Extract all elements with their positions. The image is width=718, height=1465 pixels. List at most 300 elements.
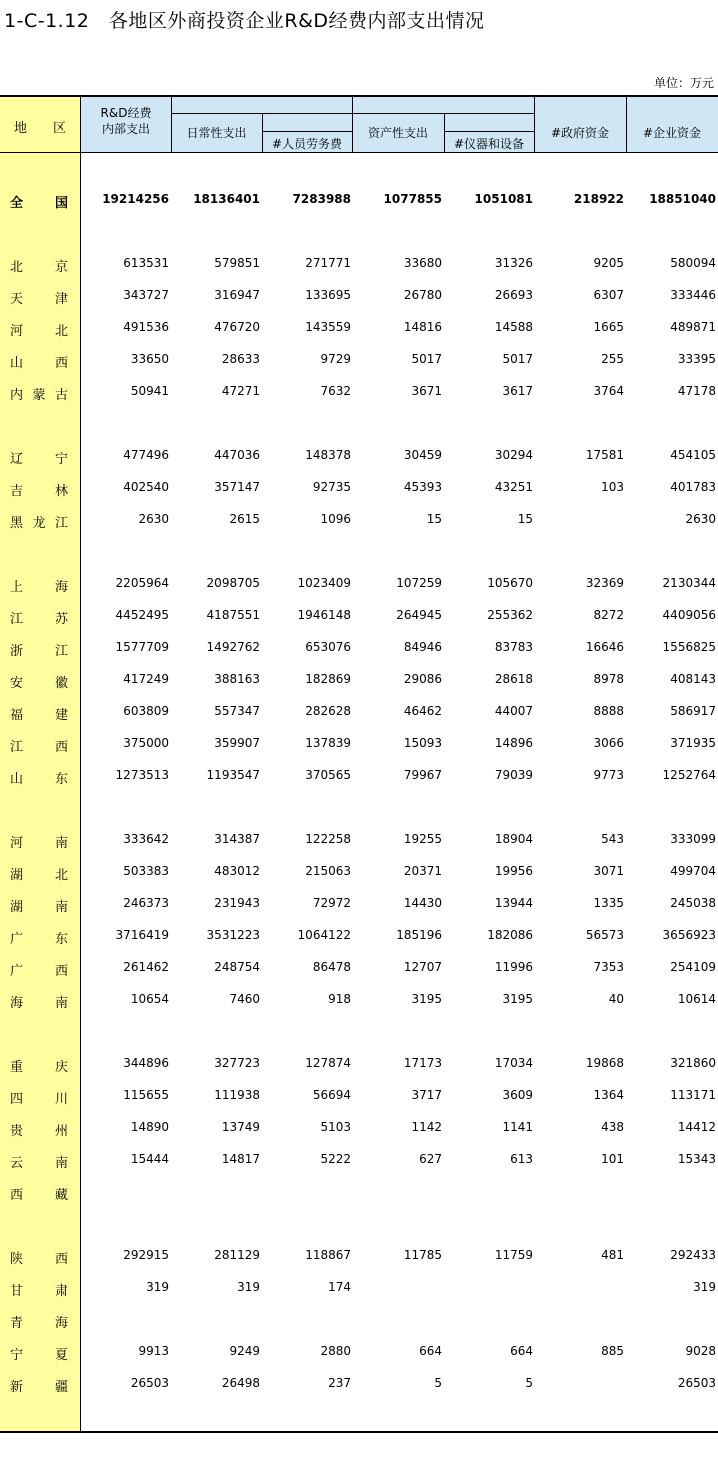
table-cell: 664 [510, 1344, 533, 1358]
table-cell: 19214256 [102, 192, 169, 206]
region-char: 青 [10, 1316, 24, 1331]
table-header [81, 97, 718, 152]
table-cell: 319 [693, 1280, 716, 1294]
table-cell: 261462 [123, 960, 169, 974]
table-cell: 476720 [214, 320, 260, 334]
table-row [0, 824, 718, 856]
region-char: 州 [54, 1124, 68, 1139]
region-char: 浙 [10, 644, 24, 659]
table-cell: 359907 [214, 736, 260, 750]
table-cell: 1064122 [297, 928, 351, 942]
region-char: 江 [10, 740, 24, 755]
table-cell: 92735 [312, 480, 351, 494]
table-cell: 5103 [320, 1120, 351, 1134]
region-name [10, 1088, 68, 1107]
region-name [10, 896, 68, 915]
table-cell: 28618 [494, 672, 533, 686]
table-cell: 1023409 [297, 576, 351, 590]
region-name [10, 1376, 68, 1395]
table-cell: 15093 [403, 736, 442, 750]
table-cell: 1273513 [115, 768, 169, 782]
table-row [0, 952, 718, 984]
table-cell: 613 [510, 1152, 533, 1166]
table-cell: 4452495 [115, 608, 169, 622]
region-char: 山 [10, 356, 24, 371]
table-cell: 218922 [573, 192, 624, 206]
region-char: 南 [54, 836, 68, 851]
table-row [0, 1272, 718, 1304]
region-name [10, 1344, 68, 1363]
table-cell: 3764 [593, 384, 624, 398]
table-cell: 2630 [685, 512, 716, 526]
table-cell: 2630 [138, 512, 169, 526]
table-cell: 174 [328, 1280, 351, 1294]
table-cell: 1051081 [474, 192, 533, 206]
table-cell: 664 [419, 1344, 442, 1358]
region-char: 广 [10, 964, 24, 979]
table-cell: 481 [601, 1248, 624, 1262]
table-row [0, 312, 718, 344]
region-char: 江 [54, 516, 68, 531]
region-char: 黑 [10, 516, 24, 531]
table-cell: 47178 [677, 384, 716, 398]
table-row [0, 696, 718, 728]
table-cell: 4409056 [662, 608, 716, 622]
table-cell: 20371 [403, 864, 442, 878]
region-char: 蒙 [32, 388, 46, 403]
table-cell: 255 [601, 352, 624, 366]
region-char: 全 [10, 196, 24, 211]
table-cell: 8272 [593, 608, 624, 622]
table-cell: 255362 [487, 608, 533, 622]
table-cell: 401783 [670, 480, 716, 494]
region-char: 庆 [54, 1060, 68, 1075]
table-cell: 1492762 [206, 640, 260, 654]
header-divider [171, 113, 352, 114]
table-cell: 14412 [677, 1120, 716, 1134]
table-cell: 8888 [593, 704, 624, 718]
table-cell: 388163 [214, 672, 260, 686]
table-cell: 86478 [312, 960, 351, 974]
header-gov-funds: #政府资金 [550, 126, 610, 140]
table-cell: 343727 [123, 288, 169, 302]
table-cell: 19868 [585, 1056, 624, 1070]
table-cell: 79039 [494, 768, 533, 782]
table-cell: 254109 [670, 960, 716, 974]
region-char: 上 [10, 580, 24, 595]
table-cell: 127874 [305, 1056, 351, 1070]
table-cell: 586917 [670, 704, 716, 718]
table-cell: 321860 [670, 1056, 716, 1070]
region-char: 云 [10, 1156, 24, 1171]
table-cell: 18904 [494, 832, 533, 846]
region-char: 东 [54, 932, 68, 947]
table-cell: 7460 [229, 992, 260, 1006]
table-cell: 30459 [403, 448, 442, 462]
header-rd-line2: 内部支出 [101, 122, 150, 136]
table-cell: 316947 [214, 288, 260, 302]
region-char: 山 [10, 772, 24, 787]
table-cell: 115655 [123, 1088, 169, 1102]
table-cell: 5222 [320, 1152, 351, 1166]
table-cell: 1335 [593, 896, 624, 910]
table-cell: 1252764 [662, 768, 716, 782]
region-char: 内 [10, 388, 24, 403]
table-row [0, 504, 718, 536]
region-char: 河 [10, 836, 24, 851]
region-char: 疆 [54, 1380, 68, 1395]
table-cell: 9205 [593, 256, 624, 270]
table-cell: 133695 [305, 288, 351, 302]
data-table [0, 95, 718, 1433]
region-char: 国 [54, 196, 68, 211]
region-name [10, 736, 68, 755]
table-cell: 11785 [403, 1248, 442, 1262]
table-cell: 5017 [502, 352, 533, 366]
region-char: 河 [10, 324, 24, 339]
table-cell: 2880 [320, 1344, 351, 1358]
table-cell: 4187551 [206, 608, 260, 622]
table-cell: 45393 [403, 480, 442, 494]
table-cell: 3071 [593, 864, 624, 878]
table-cell: 370565 [305, 768, 351, 782]
table-cell: 375000 [123, 736, 169, 750]
table-cell: 31326 [494, 256, 533, 270]
region-char: 北 [54, 324, 68, 339]
table-cell: 9729 [320, 352, 351, 366]
region-char: 川 [54, 1092, 68, 1107]
table-cell: 14430 [403, 896, 442, 910]
table-cell: 3195 [411, 992, 442, 1006]
region-char: 西 [54, 740, 68, 755]
table-row [0, 280, 718, 312]
table-row [0, 344, 718, 376]
region-char: 东 [54, 772, 68, 787]
table-cell: 26693 [494, 288, 533, 302]
region-name [10, 288, 68, 307]
table-cell: 46462 [403, 704, 442, 718]
region-name [10, 704, 68, 723]
table-cell: 2615 [229, 512, 260, 526]
table-cell: 491536 [123, 320, 169, 334]
table-cell: 245038 [670, 896, 716, 910]
table-cell: 543 [601, 832, 624, 846]
table-cell: 17034 [494, 1056, 533, 1070]
table-cell: 29086 [403, 672, 442, 686]
table-cell: 271771 [305, 256, 351, 270]
table-cell: 237 [328, 1376, 351, 1390]
table-title: 1-C-1.12 各地区外商投资企业R&D经费内部支出情况 [4, 10, 485, 32]
region-name [10, 480, 68, 499]
table-cell: 101 [601, 1152, 624, 1166]
table-cell: 483012 [214, 864, 260, 878]
table-row [0, 184, 718, 216]
table-cell: 9773 [593, 768, 624, 782]
region-char: 吉 [10, 484, 24, 499]
region-name [10, 928, 68, 947]
table-cell: 5 [434, 1376, 442, 1390]
table-cell: 17173 [403, 1056, 442, 1070]
table-cell: 26498 [221, 1376, 260, 1390]
region-char: 湖 [10, 868, 24, 883]
table-cell: 15444 [130, 1152, 169, 1166]
table-cell: 292915 [123, 1248, 169, 1262]
table-cell: 7632 [320, 384, 351, 398]
header-rd-line1: R&D经费 [100, 106, 152, 120]
table-cell: 3066 [593, 736, 624, 750]
table-row [0, 472, 718, 504]
region-char: 徽 [54, 676, 68, 691]
table-cell: 26780 [403, 288, 442, 302]
region-char: 广 [10, 932, 24, 947]
region-char: 苏 [54, 612, 68, 627]
region-name [10, 576, 68, 595]
table-cell: 1141 [502, 1120, 533, 1134]
region-char: 津 [54, 292, 68, 307]
table-row [0, 1080, 718, 1112]
table-cell: 580094 [670, 256, 716, 270]
table-row [0, 1048, 718, 1080]
table-cell: 40 [608, 992, 624, 1006]
region-name [10, 384, 68, 403]
table-cell: 72972 [312, 896, 351, 910]
region-name [10, 1184, 68, 1203]
region-char: 建 [54, 708, 68, 723]
table-cell: 319 [237, 1280, 260, 1294]
table-cell: 83783 [494, 640, 533, 654]
table-cell: 18136401 [193, 192, 260, 206]
table-cell: 11759 [494, 1248, 533, 1262]
table-cell: 56573 [585, 928, 624, 942]
table-row [0, 888, 718, 920]
region-name [10, 1120, 68, 1139]
table-cell: 8978 [593, 672, 624, 686]
region-char: 海 [10, 996, 24, 1011]
table-cell: 26503 [130, 1376, 169, 1390]
region-name [10, 640, 68, 659]
region-char: 北 [54, 868, 68, 883]
table-cell: 79967 [403, 768, 442, 782]
table-cell: 319 [146, 1280, 169, 1294]
region-char: 宁 [54, 452, 68, 467]
table-cell: 3617 [502, 384, 533, 398]
table-cell: 2205964 [115, 576, 169, 590]
table-cell: 3656923 [662, 928, 716, 942]
table-row [0, 440, 718, 472]
table-cell: 344896 [123, 1056, 169, 1070]
region-char: 西 [54, 1252, 68, 1267]
table-cell: 19956 [494, 864, 533, 878]
table-cell: 14588 [494, 320, 533, 334]
table-cell: 454105 [670, 448, 716, 462]
region-char: 南 [54, 1156, 68, 1171]
table-cell: 50941 [130, 384, 169, 398]
region-char: 陕 [10, 1252, 24, 1267]
table-cell: 84946 [403, 640, 442, 654]
region-char: 西 [54, 356, 68, 371]
table-cell: 7353 [593, 960, 624, 974]
header-equipment: #仪器和设备 [453, 137, 525, 151]
table-cell: 2130344 [662, 576, 716, 590]
header-region: 地 区 [13, 121, 66, 136]
table-cell: 579851 [214, 256, 260, 270]
table-cell: 14896 [494, 736, 533, 750]
table-cell: 107259 [396, 576, 442, 590]
table-cell: 111938 [214, 1088, 260, 1102]
table-cell: 489871 [670, 320, 716, 334]
table-cell: 17581 [585, 448, 624, 462]
table-cell: 281129 [214, 1248, 260, 1262]
region-name [10, 672, 68, 691]
table-cell: 357147 [214, 480, 260, 494]
region-name [10, 1152, 68, 1171]
table-cell: 918 [328, 992, 351, 1006]
table-cell: 15343 [677, 1152, 716, 1166]
table-cell: 9913 [138, 1344, 169, 1358]
region-char: 海 [54, 1316, 68, 1331]
header-divider [262, 131, 352, 132]
table-cell: 105670 [487, 576, 533, 590]
table-cell: 137839 [305, 736, 351, 750]
table-cell: 402540 [123, 480, 169, 494]
table-cell: 438 [601, 1120, 624, 1134]
header-rd-total [81, 105, 171, 137]
table-bottom-rule [0, 1431, 718, 1433]
region-char: 古 [54, 388, 68, 403]
region-name [10, 832, 68, 851]
table-cell: 143559 [305, 320, 351, 334]
table-cell: 314387 [214, 832, 260, 846]
table-cell: 32369 [585, 576, 624, 590]
region-char: 四 [10, 1092, 24, 1107]
region-char: 江 [54, 644, 68, 659]
table-cell: 12707 [403, 960, 442, 974]
table-cell: 282628 [305, 704, 351, 718]
table-cell: 56694 [312, 1088, 351, 1102]
region-name [10, 960, 68, 979]
table-row [0, 1240, 718, 1272]
table-cell: 248754 [214, 960, 260, 974]
table-cell: 14890 [130, 1120, 169, 1134]
table-row [0, 632, 718, 664]
table-cell: 3195 [502, 992, 533, 1006]
region-char: 北 [10, 260, 24, 275]
table-cell: 231943 [214, 896, 260, 910]
table-cell: 885 [601, 1344, 624, 1358]
table-cell: 19255 [403, 832, 442, 846]
table-cell: 5 [525, 1376, 533, 1390]
table-cell: 3717 [411, 1088, 442, 1102]
table-cell: 3716419 [115, 928, 169, 942]
table-cell: 1096 [320, 512, 351, 526]
table-cell: 9249 [229, 1344, 260, 1358]
table-cell: 113171 [670, 1088, 716, 1102]
region-char: 西 [54, 964, 68, 979]
header-divider [444, 131, 534, 132]
table-cell: 13944 [494, 896, 533, 910]
region-name [10, 768, 68, 787]
table-row [0, 1336, 718, 1368]
table-row [0, 664, 718, 696]
region-char: 海 [54, 580, 68, 595]
table-cell: 371935 [670, 736, 716, 750]
table-row [0, 248, 718, 280]
table-cell: 215063 [305, 864, 351, 878]
table-cell: 408143 [670, 672, 716, 686]
table-cell: 9028 [685, 1344, 716, 1358]
table-cell: 43251 [494, 480, 533, 494]
table-cell: 148378 [305, 448, 351, 462]
region-name [10, 1312, 68, 1331]
header-bottom-rule [0, 152, 718, 153]
table-cell: 118867 [305, 1248, 351, 1262]
table-row [0, 376, 718, 408]
table-cell: 1665 [593, 320, 624, 334]
table-cell: 1556825 [662, 640, 716, 654]
table-row [0, 920, 718, 952]
region-name [10, 352, 68, 371]
table-cell: 1577709 [115, 640, 169, 654]
table-top-rule [0, 95, 718, 97]
table-cell: 182086 [487, 928, 533, 942]
region-char: 安 [10, 676, 24, 691]
table-cell: 477496 [123, 448, 169, 462]
table-row [0, 1304, 718, 1336]
table-cell: 15 [426, 512, 442, 526]
region-char: 湖 [10, 900, 24, 915]
table-cell: 33395 [677, 352, 716, 366]
table-cell: 333446 [670, 288, 716, 302]
header-daily: 日常性支出 [186, 126, 247, 140]
table-row [0, 984, 718, 1016]
region-char: 西 [10, 1188, 24, 1203]
table-cell: 653076 [305, 640, 351, 654]
region-char: 江 [10, 612, 24, 627]
table-row [0, 856, 718, 888]
table-cell: 499704 [670, 864, 716, 878]
region-name [10, 608, 68, 627]
table-cell: 44007 [494, 704, 533, 718]
table-cell: 26503 [677, 1376, 716, 1390]
region-char: 福 [10, 708, 24, 723]
region-char: 龙 [32, 516, 46, 531]
table-row [0, 1368, 718, 1400]
table-cell: 7283988 [292, 192, 351, 206]
header-labor: #人员劳务费 [271, 137, 343, 151]
table-cell: 333099 [670, 832, 716, 846]
table-row [0, 1112, 718, 1144]
table-cell: 613531 [123, 256, 169, 270]
table-cell: 14816 [403, 320, 442, 334]
table-cell: 15 [517, 512, 533, 526]
table-cell: 30294 [494, 448, 533, 462]
table-cell: 1946148 [297, 608, 351, 622]
region-name [10, 1248, 68, 1267]
region-name [10, 256, 68, 275]
table-cell: 2098705 [206, 576, 260, 590]
table-cell: 503383 [123, 864, 169, 878]
header-capital: 资产性支出 [367, 126, 428, 140]
region-name [10, 1056, 68, 1075]
table-cell: 16646 [585, 640, 624, 654]
table-cell: 1077855 [383, 192, 442, 206]
table-cell: 417249 [123, 672, 169, 686]
table-cell: 264945 [396, 608, 442, 622]
table-cell: 557347 [214, 704, 260, 718]
region-char: 南 [54, 996, 68, 1011]
region-char: 重 [10, 1060, 24, 1075]
region-char: 新 [10, 1380, 24, 1395]
